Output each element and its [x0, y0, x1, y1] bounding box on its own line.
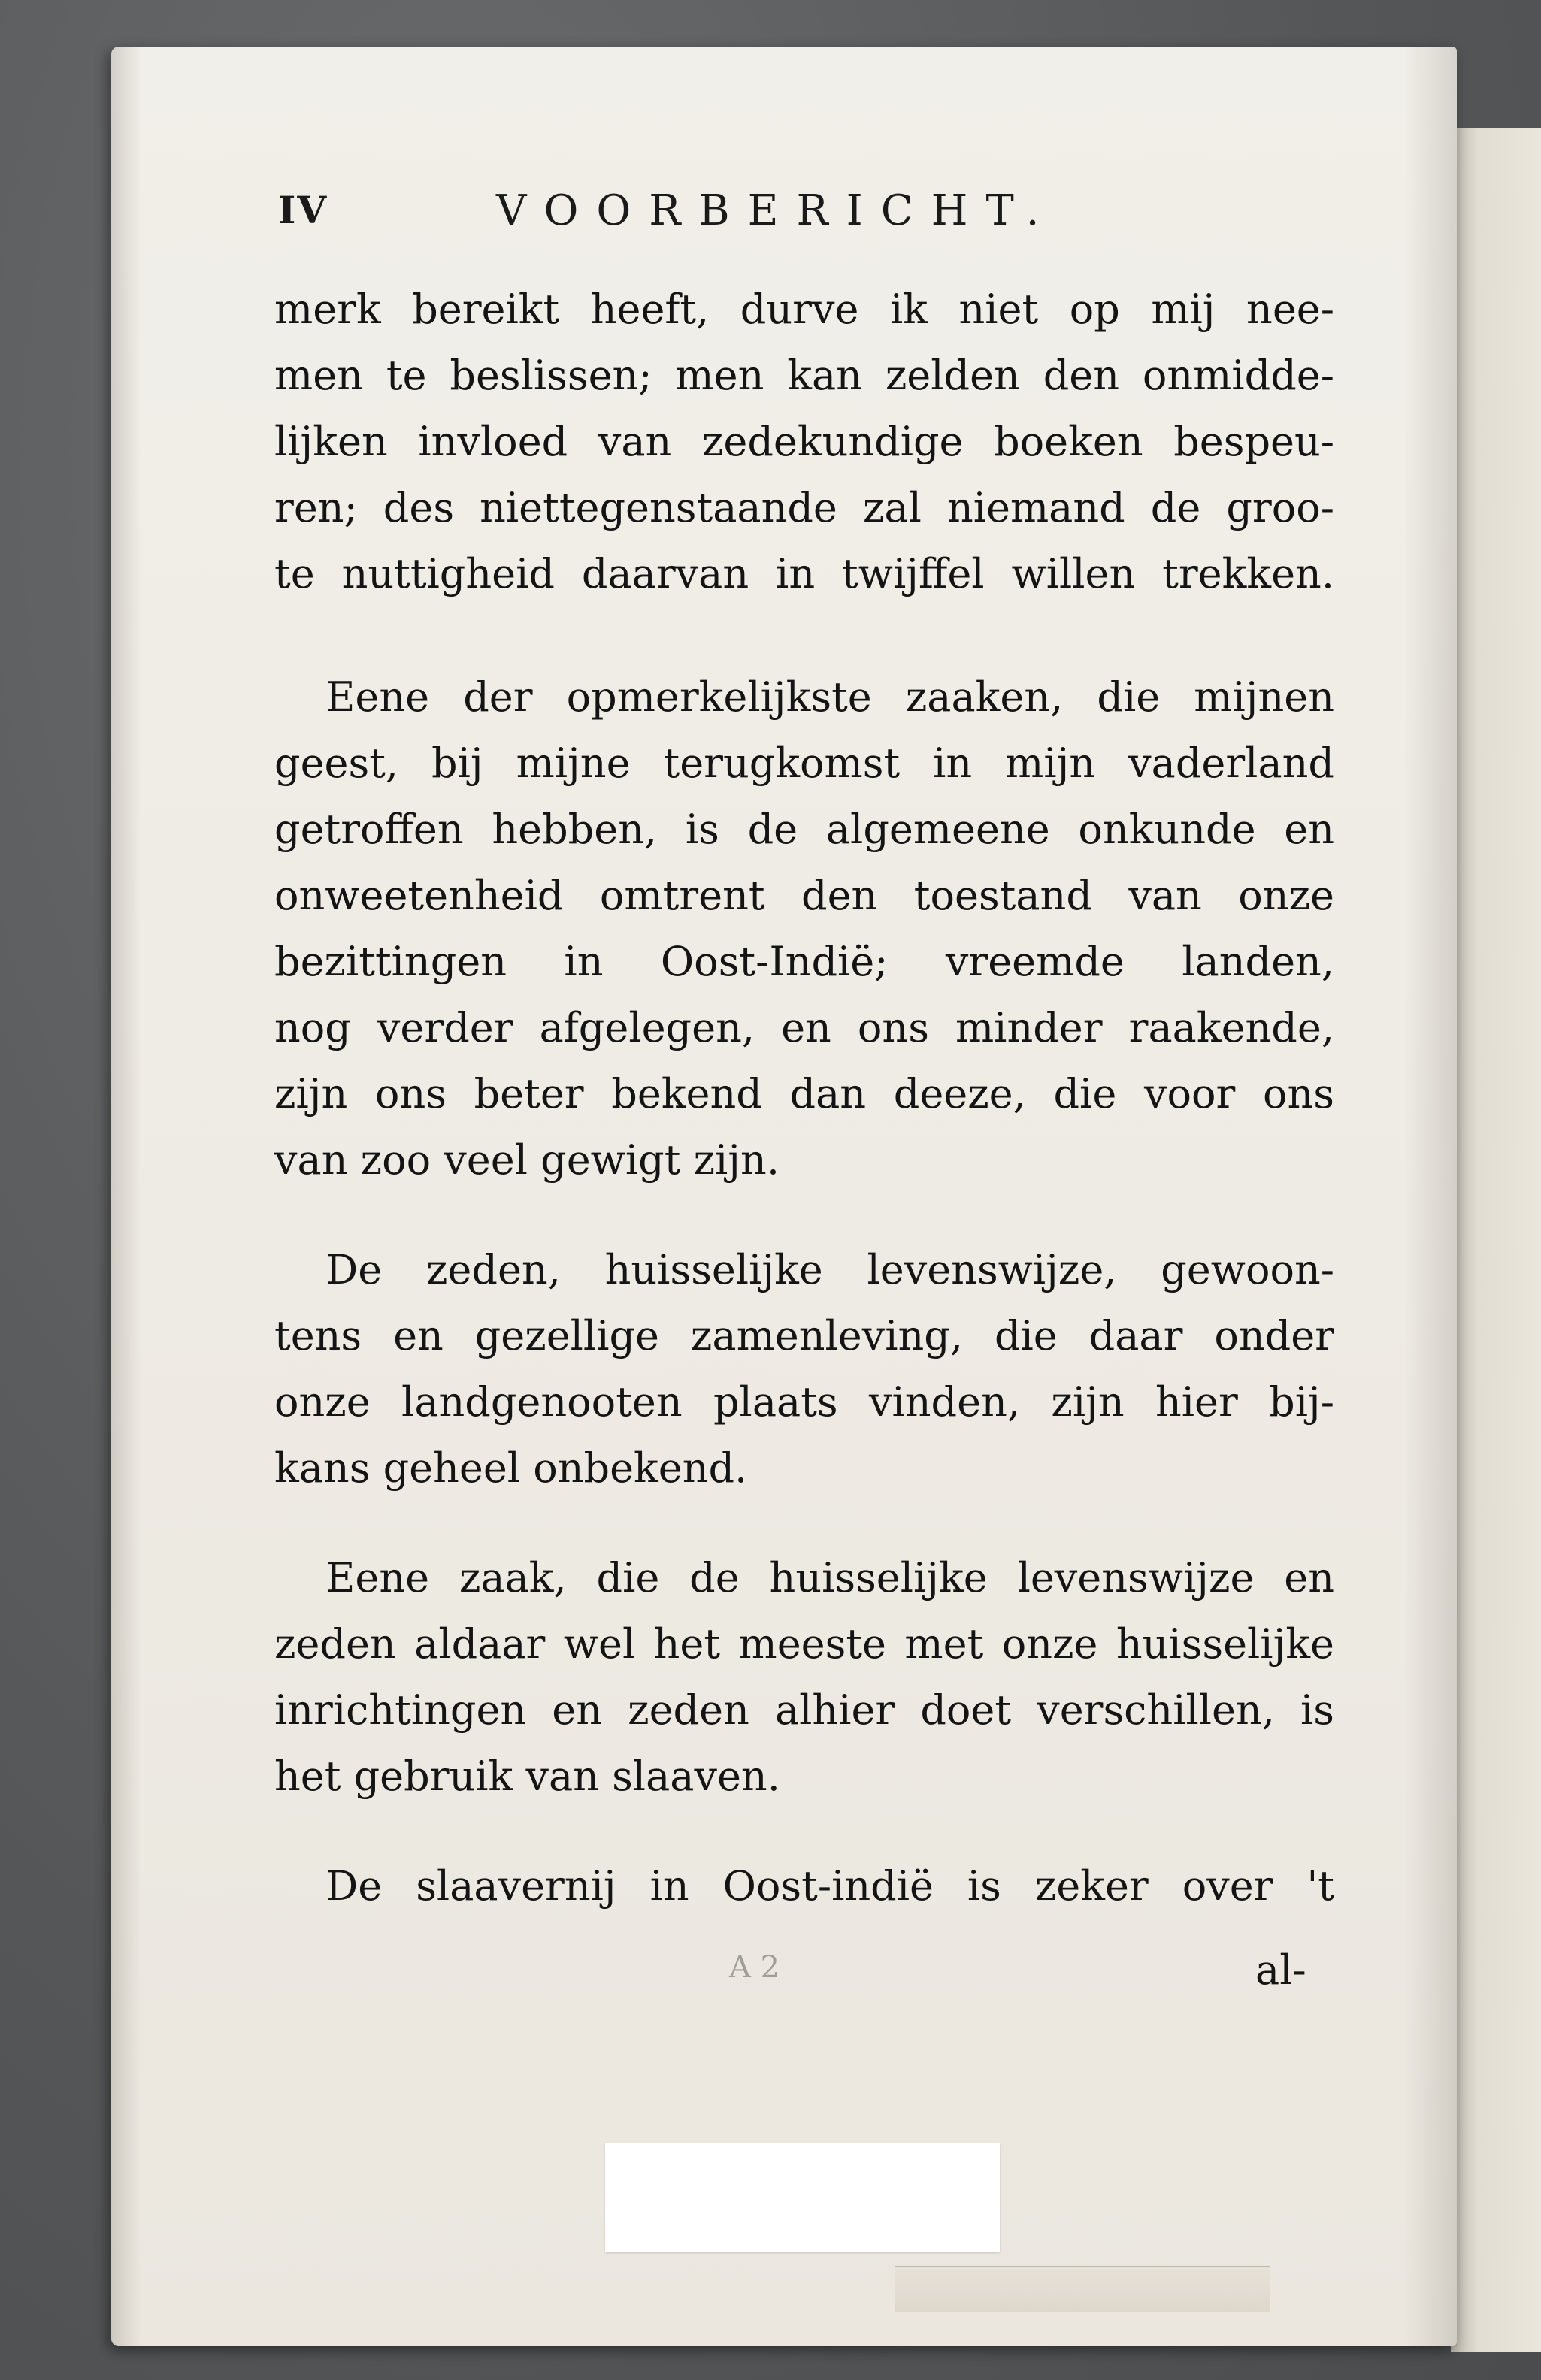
text-line: het gebruik van slaaven. [274, 1752, 780, 1800]
paragraph [274, 1545, 1334, 1810]
paragraph-gap [274, 1501, 1334, 1545]
text-line: onweetenheid omtrent den toestand van onze [274, 872, 1334, 919]
paragraph [274, 664, 1334, 1193]
text-line: te nuttigheid daarvan in twijffel willen trekken. [274, 550, 1334, 597]
page-number: IV [278, 188, 328, 232]
paragraph-gap [274, 1810, 1334, 1853]
text-line: ren; des niettegenstaande zal niemand de groo- [274, 484, 1334, 531]
paragraph [274, 1853, 1334, 1919]
text-line: nog verder afgelegen, en ons minder raakende, [274, 1004, 1334, 1051]
page-left-shadow [111, 47, 141, 2346]
text-line: lijken invloed van zedekundige boeken bespeu- [274, 418, 1334, 465]
body-text [274, 277, 1334, 1919]
text-line: De slaavernij in Oost-indië is zeker over 't [325, 1862, 1334, 1910]
text-line: kans geheel onbekend. [274, 1444, 748, 1492]
text-line: onze landgenooten plaats vinden, zijn hier bij- [274, 1378, 1334, 1426]
page-gutter-shadow [1404, 47, 1457, 2346]
text-line: getroffen hebben, is de algemeene onkunde en [274, 806, 1334, 853]
paragraph [274, 277, 1334, 607]
adjacent-page-edge [1451, 128, 1541, 2352]
text-line: geest, bij mijne terugkomst in mijn vaderland [274, 739, 1334, 787]
text-line: van zoo veel gewigt zijn. [274, 1136, 780, 1184]
paragraph-gap [274, 607, 1334, 664]
white-label-sticker [605, 2143, 1000, 2252]
running-head: VOORBERICHT. [496, 186, 1058, 235]
paragraph [274, 1237, 1334, 1501]
text-line: Eene der opmerkelijkste zaaken, die mijnen [325, 673, 1334, 721]
text-line: zeden aldaar wel het meeste met onze huisselijke [274, 1620, 1334, 1668]
text-line: Eene zaak, die de huisselijke levenswijze en [325, 1554, 1334, 1601]
signature-mark: A 2 [729, 1950, 780, 1985]
page-bottom-fold [895, 2266, 1270, 2312]
text-line: merk bereikt heeft, durve ik niet op mij nee- [274, 286, 1334, 333]
text-line: De zeden, huisselijke levenswijze, gewoon- [325, 1246, 1334, 1293]
paragraph-gap [274, 1193, 1334, 1237]
catchword: al- [1255, 1946, 1306, 1994]
text-line: men te beslissen; men kan zelden den onmidde- [274, 352, 1334, 399]
text-line: zijn ons beter bekend dan deeze, die voor ons [274, 1070, 1334, 1117]
text-line: tens en gezellige zamenleving, die daar onder [274, 1312, 1334, 1359]
page-header [278, 188, 1353, 248]
text-line: inrichtingen en zeden alhier doet verschillen, is [274, 1686, 1334, 1734]
text-line: bezittingen in Oost-Indië; vreemde landen, [274, 938, 1334, 985]
